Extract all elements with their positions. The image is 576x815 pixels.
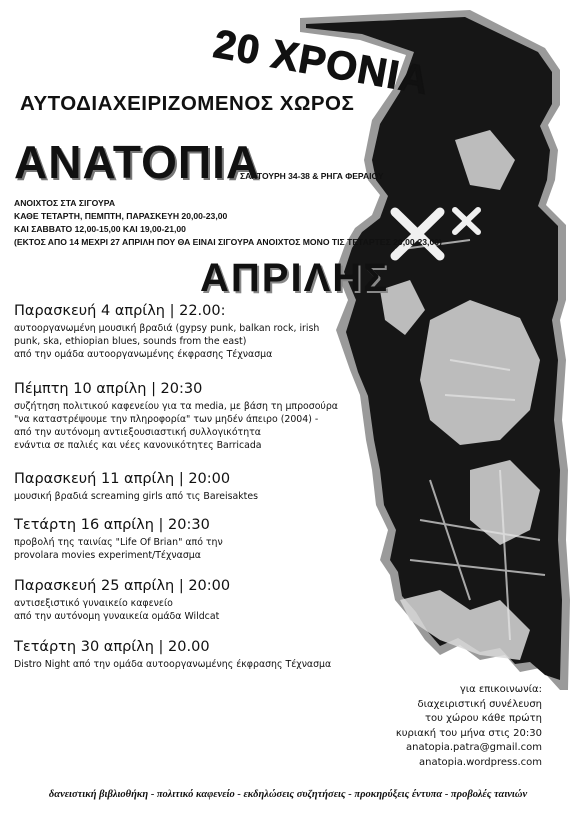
event-date: Πέμπτη 10 απρίλη | 20:30 [14, 381, 203, 397]
event-line: συζήτηση πολιτικού καφενείου για τα media, με βάση τη μπροσούρα [14, 401, 338, 412]
event-line: από την αυτόνομη γυναικεία ομάδα Wildcat [14, 611, 220, 622]
venue-title: ΑΝΑΤΟΠΙΑ [14, 136, 261, 188]
contact-info [396, 683, 542, 770]
event-description [14, 597, 230, 623]
event-line: προβολή της ταινίας "Life Of Brian" από την [14, 537, 223, 548]
event-item [14, 517, 223, 562]
contact-line: κυριακή του μήνα στις 20:30 [395, 727, 542, 739]
event-line: μουσική βραδιά screaming girls από τις Bareisaktes [14, 491, 258, 502]
event-item [14, 471, 258, 503]
contact-website: anatopia.wordpress.com [419, 756, 542, 768]
event-date: Τετάρτη 30 απρίλη | 20.00 [14, 639, 210, 655]
event-item [14, 639, 331, 671]
contact-email: anatopia.patra@gmail.com [405, 742, 542, 753]
hours-line: ΚΑΙ ΣΑΒΒΑΤΟ 12,00-15,00 ΚΑΙ 19,00-21,00 [14, 224, 186, 234]
event-item [14, 381, 338, 452]
month-heading: ΑΠΡΙΛΗΣ [200, 256, 390, 300]
event-line: ενάντια σε παλιές και νέες κανονικότητες Barricada [14, 440, 262, 451]
event-date: Τετάρτη 16 απρίλη | 20:30 [14, 517, 210, 533]
hours-line: ΑΝΟΙΧΤΟΣ ΣΤΑ ΣΙΓΟΥΡΑ [14, 198, 116, 208]
footer-services: δανειστική βιβλιοθήκη - πολιτικό καφενείο - εκδηλώσεις συζητήσεις - προκηρύξεις έντυπα - προβολές ταινιών [48, 789, 528, 800]
hours-line: (ΕΚΤΟΣ ΑΠΟ 14 ΜΕΧΡΙ 27 ΑΠΡΙΛΗ ΠΟΥ ΘΑ ΕΙΝΑΙ ΣΙΓΟΥΡΑ ΑΝΟΙΧΤΟΣ ΜΟΝΟ ΤΙΣ ΤΕΤΑΡΤΕΣ 20,00-23,00) [14, 237, 442, 247]
event-line: provolara movies experiment/Τέχνασμα [14, 550, 201, 561]
contact-line: διαχειριστική συνέλευση [417, 698, 542, 710]
event-date: Παρασκευή 25 απρίλη | 20:00 [14, 578, 231, 594]
contact-line: για επικοινωνία: [459, 684, 542, 695]
event-description [14, 400, 338, 452]
hours-line: ΚΑΘΕ ΤΕΤΑΡΤΗ, ΠΕΜΠΤΗ, ΠΑΡΑΣΚΕΥΗ 20,00-23,00 [14, 211, 228, 221]
venue-address: ΣΑΧΤΟΥΡΗ 34-38 & ΡΗΓΑ ΦΕΡΑΙΟΥ [240, 171, 384, 181]
event-date: Παρασκευή 4 απρίλη | 22.00: [14, 303, 226, 319]
contact-line: του χώρου κάθε πρώτη [425, 713, 542, 724]
event-line: από την αυτόνομη αντιεξουσιαστική συλλογικότητα [14, 427, 261, 438]
event-line: "να καταστρέψουμε την πληροφορία" των μηδέν άπειρο (2004) - [14, 414, 319, 425]
event-line: αυτοοργανωμένη μουσική βραδιά (gypsy punk, balkan rock, irish [14, 323, 320, 334]
event-description [14, 490, 258, 503]
event-description [14, 658, 331, 671]
event-line: Distro Night από την ομάδα αυτοοργανωμένης έκφρασης Τέχνασμα [14, 659, 332, 670]
venue-subtitle: ΑΥΤΟΔΙΑΧΕΙΡΙΖΟΜΕΝΟΣ ΧΩΡΟΣ [20, 92, 355, 115]
event-description [14, 322, 319, 361]
event-date: Παρασκευή 11 απρίλη | 20:00 [14, 471, 231, 487]
event-description [14, 536, 223, 562]
event-line: punk, ska, ethiopian blues, sounds from the east) [14, 336, 247, 347]
event-item [14, 303, 319, 361]
anniversary-heading: 20 ΧΡΟΝΙΑ [210, 22, 433, 104]
event-line: αντισεξιστικό γυναικείο καφενείο [14, 598, 173, 609]
opening-hours [14, 197, 442, 249]
event-item [14, 578, 230, 623]
event-line: από την ομάδα αυτοοργανωμένης έκφρασης Τέχνασμα [14, 349, 273, 360]
